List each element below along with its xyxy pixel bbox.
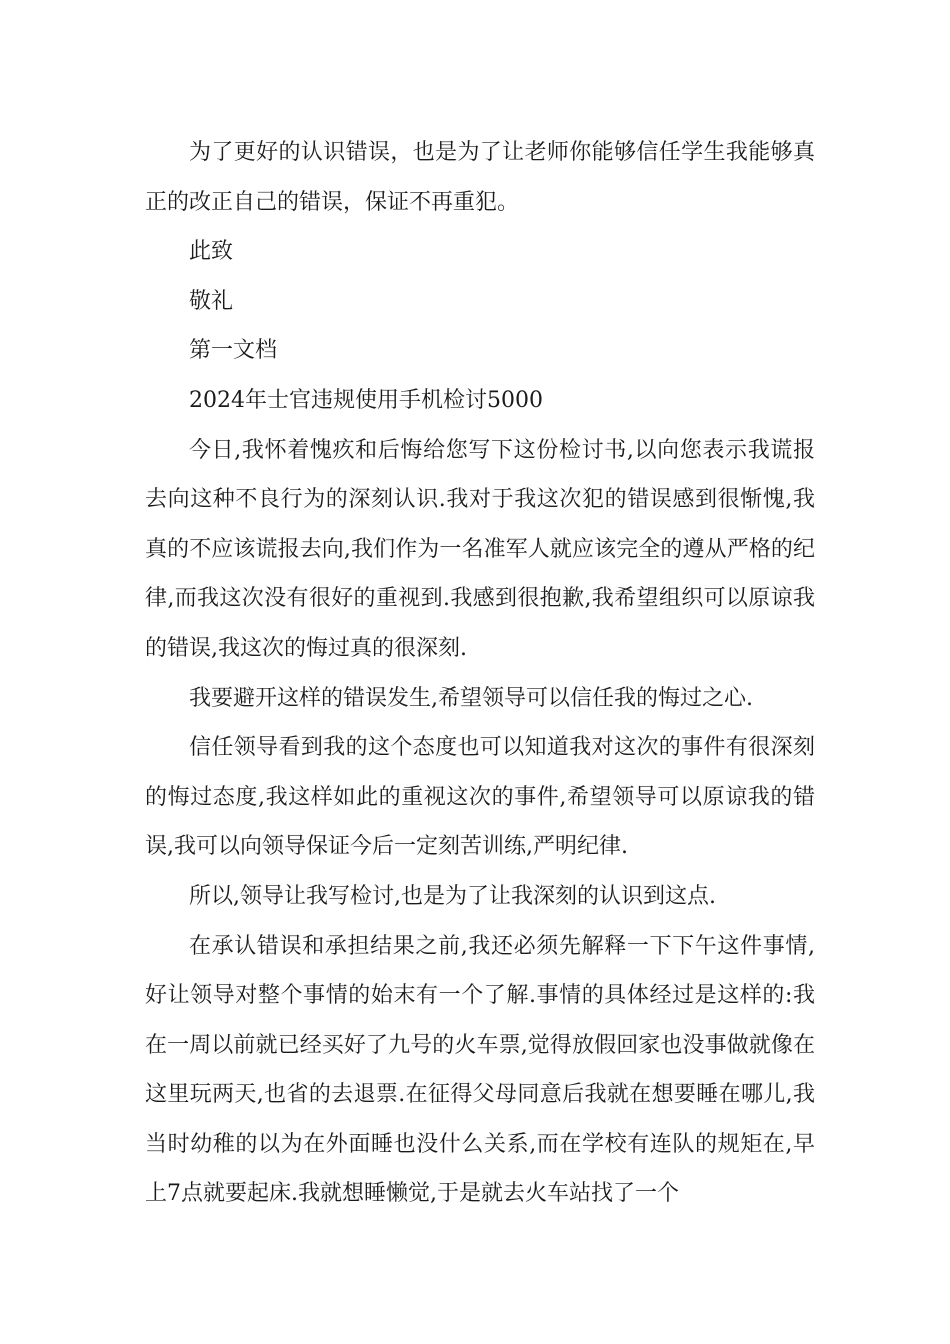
paragraph-intro: 为了更好的认识错误，也是为了让老师你能够信任学生我能够真正的改正自己的错误，保证不再重犯。 xyxy=(145,140,815,215)
closing-regards: 敬礼 xyxy=(189,288,234,314)
paragraph-body-3: 信任领导看到我的这个态度也可以知道我对这次的事件有很深刻的悔过态度,我这样如此的重视这次的事件,希望领导可以原谅我的错误,我可以向领导保证今后一定刻苦训练,严明纪律. xyxy=(145,735,815,860)
paragraph-body-5: 在承认错误和承担结果之前,我还必须先解释一下下午这件事情,好让领导对整个事情的始末有一个了解.事情的具体经过是这样的:我在一周以前就已经买好了九号的火车票,觉得放假回家也没事做就像在这里玩两天,也省的去退票.在征得父母同意后我就在想要睡在哪儿,我当时幼稚的以为在外面睡也没什么关系,而在学校有连队的规矩在,早上7点就要起床.我就想睡懒觉,于是就去火车站找了一个 xyxy=(145,933,815,1207)
section-title: 2024年士官违规使用手机检讨5000 xyxy=(189,387,543,413)
paragraph-body-1: 今日,我怀着愧疚和后悔给您写下这份检讨书,以向您表示我谎报去向这种不良行为的深刻认识.我对于我这次犯的错误感到很惭愧,我真的不应该谎报去向,我们作为一名准军人就应该完全的遵从严格的纪律,而我这次没有很好的重视到.我感到很抱歉,我希望组织可以原谅我的错误,我这次的悔过真的很深刻. xyxy=(145,437,815,661)
paragraph-body-2: 我要避开这样的错误发生,希望领导可以信任我的悔过之心. xyxy=(189,685,753,711)
paragraph-body-4: 所以,领导让我写检讨,也是为了让我深刻的认识到这点. xyxy=(189,883,716,909)
source-label: 第一文档 xyxy=(189,338,278,364)
document-body xyxy=(145,128,815,1219)
closing-salutation: 此致 xyxy=(189,239,234,265)
